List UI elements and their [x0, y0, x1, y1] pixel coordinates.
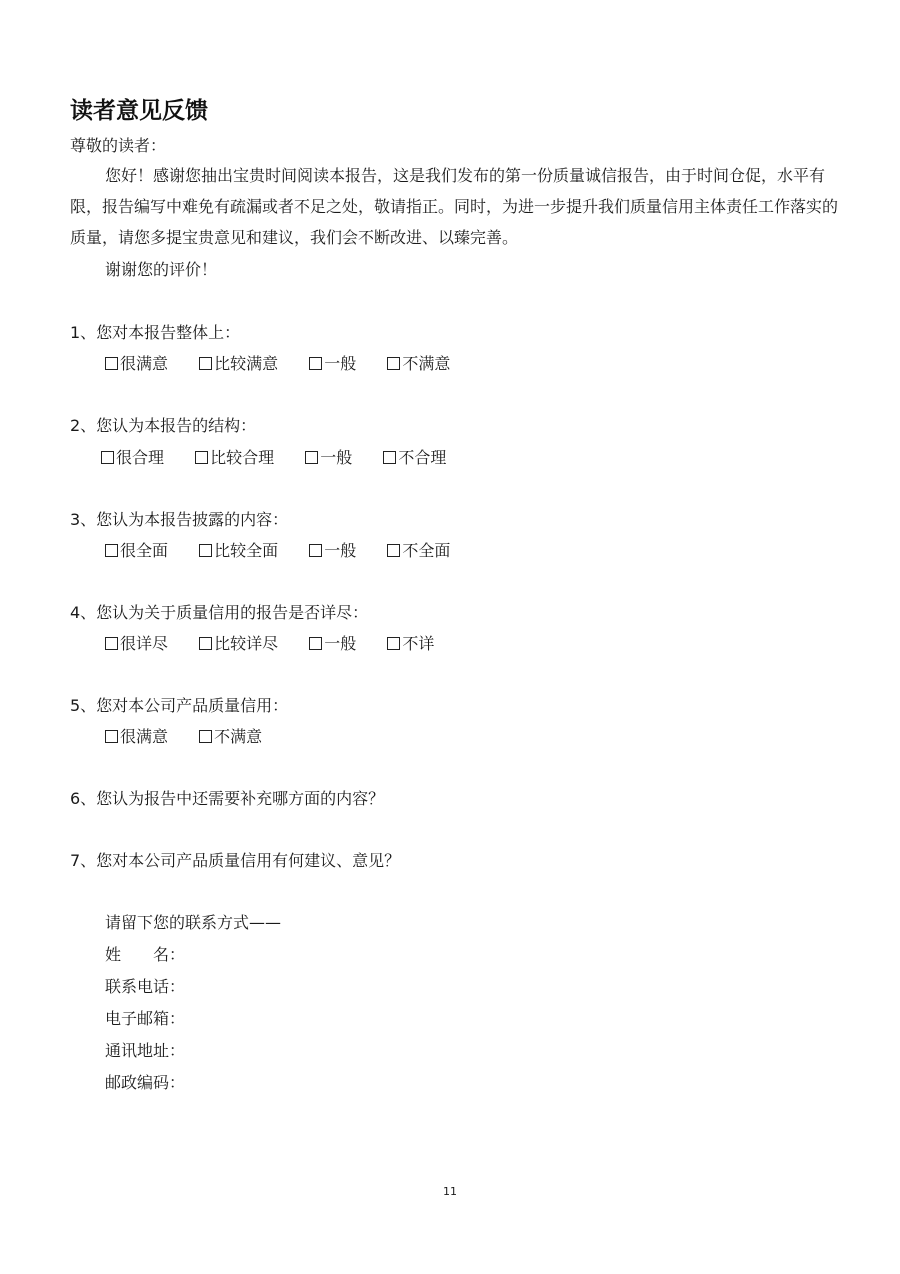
phone-field[interactable]: 联系电话： [105, 977, 186, 996]
option-checkbox[interactable]: 不全面 [387, 538, 450, 561]
postal-code-field[interactable]: 邮政编码： [105, 1073, 186, 1092]
question-3-options [105, 538, 476, 561]
question-4-options [105, 631, 460, 654]
option-checkbox[interactable]: 一般 [309, 631, 356, 654]
page-title: 读者意见反馈 [70, 98, 208, 124]
page-number: 11 [443, 1185, 457, 1198]
contact-heading: 请留下您的联系方式—— [105, 913, 282, 932]
checkbox-icon [195, 451, 208, 464]
checkbox-icon [199, 357, 212, 370]
question-6: 6、您认为报告中还需要补充哪方面的内容？ [70, 789, 385, 808]
option-checkbox[interactable]: 一般 [305, 445, 352, 468]
option-checkbox[interactable]: 比较全面 [199, 538, 278, 561]
question-1: 1、您对本报告整体上： [70, 323, 241, 342]
checkbox-icon [199, 637, 212, 650]
thanks-line: 谢谢您的评价！ [105, 260, 218, 279]
checkbox-icon [105, 730, 118, 743]
option-checkbox[interactable]: 很详尽 [105, 631, 168, 654]
intro-paragraph: 您好！感谢您抽出宝贵时间阅读本报告，这是我们发布的第一份质量诚信报告，由于时间仓促，水平有限，报告编写中难免有疏漏或者不足之处，敬请指正。同时，为进一步提升我们质量信用主体责任工作落实的质量，请您多提宝贵意见和建议，我们会不断改进、以臻完善。 [70, 166, 839, 247]
question-5-options [105, 724, 288, 747]
checkbox-icon [305, 451, 318, 464]
checkbox-icon [387, 637, 400, 650]
checkbox-icon [199, 730, 212, 743]
option-checkbox[interactable]: 不满意 [387, 351, 450, 374]
option-checkbox[interactable]: 很满意 [105, 351, 168, 374]
checkbox-icon [105, 357, 118, 370]
checkbox-icon [105, 637, 118, 650]
email-field[interactable]: 电子邮箱： [105, 1009, 186, 1028]
name-field[interactable]: 姓 名： [105, 945, 186, 964]
question-1-options [105, 351, 476, 374]
checkbox-icon [199, 544, 212, 557]
checkbox-icon [309, 357, 322, 370]
question-2-options [101, 445, 472, 468]
checkbox-icon [383, 451, 396, 464]
option-checkbox[interactable]: 比较满意 [199, 351, 278, 374]
option-checkbox[interactable]: 很全面 [105, 538, 168, 561]
checkbox-icon [101, 451, 114, 464]
checkbox-icon [309, 637, 322, 650]
checkbox-icon [105, 544, 118, 557]
checkbox-icon [309, 544, 322, 557]
question-4: 4、您认为关于质量信用的报告是否详尽： [70, 603, 369, 622]
option-checkbox[interactable]: 不满意 [199, 724, 262, 747]
option-checkbox[interactable]: 不详 [387, 631, 434, 654]
option-checkbox[interactable]: 不合理 [383, 445, 446, 468]
checkbox-icon [387, 357, 400, 370]
salutation: 尊敬的读者： [70, 136, 167, 155]
question-2: 2、您认为本报告的结构： [70, 416, 257, 435]
checkbox-icon [387, 544, 400, 557]
option-checkbox[interactable]: 很合理 [101, 445, 164, 468]
contact-section [105, 907, 281, 1099]
option-checkbox[interactable]: 一般 [309, 538, 356, 561]
question-7: 7、您对本公司产品质量信用有何建议、意见？ [70, 851, 401, 870]
option-checkbox[interactable]: 比较合理 [195, 445, 274, 468]
option-checkbox[interactable]: 很满意 [105, 724, 168, 747]
question-3: 3、您认为本报告披露的内容： [70, 510, 289, 529]
option-checkbox[interactable]: 比较详尽 [199, 631, 278, 654]
address-field[interactable]: 通讯地址： [105, 1041, 186, 1060]
question-5: 5、您对本公司产品质量信用： [70, 696, 289, 715]
option-checkbox[interactable]: 一般 [309, 351, 356, 374]
